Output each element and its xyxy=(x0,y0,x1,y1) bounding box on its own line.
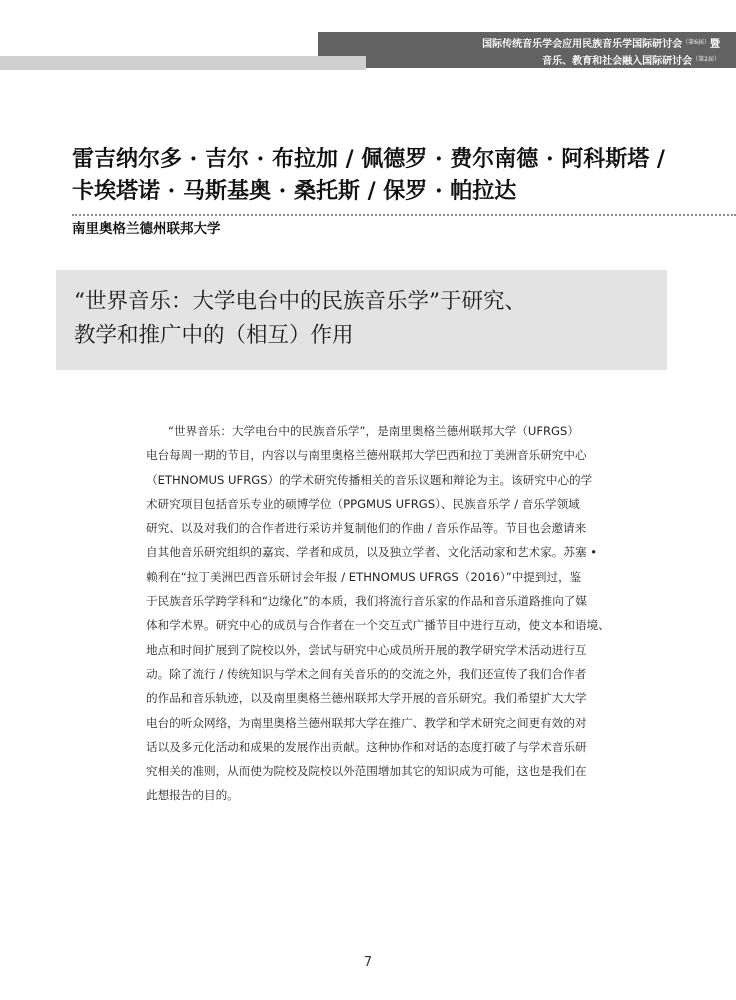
body-line: 自其他音乐研究组织的嘉宾、学者和成员，以及独立学者、文化活动家和艺术家。苏塞 • xyxy=(146,545,598,560)
title-line: 教学和推广中的（相互）作用 xyxy=(74,323,354,348)
body-line: 于民族音乐学跨学科和“边缘化”的本质，我们将流行音乐家的作品和音乐道路推向了媒 xyxy=(146,594,587,609)
body-line: 电台的听众网络，为南里奥格兰德州联邦大学在推广、教学和学术研究之间更有效的对 xyxy=(146,715,587,730)
body-line: 话以及多元化活动和成果的发展作出贡献。这种协作和对话的态度打破了与学术音乐研 xyxy=(146,739,587,754)
author-names xyxy=(72,143,712,207)
body-line: 电台每周一期的节目，内容以与南里奥格兰德州联邦大学巴西和拉丁美洲音乐研究中心 xyxy=(146,448,587,463)
conference-header-line-1: 国际传统音乐学会应用民族音乐学国际研讨会$^{(第6届)}$暨 xyxy=(482,39,720,50)
edition-note-2: （第2届） xyxy=(692,56,720,63)
body-line: 术研究项目包括音乐专业的硕博学位（PPGMUS UFRGS）、民族音乐学 / 音乐学领域 xyxy=(146,496,580,511)
body-line: “世界音乐：大学电台中的民族音乐学”，是南里奥格兰德州联邦大学（UFRGS） xyxy=(168,424,579,438)
conference-header-line-2: 音乐、教育和社会融入国际研讨会$^{(第2届)}$ xyxy=(542,56,720,67)
body-line: （ETHNOMUS UFRGS）的学术研究传播相关的音乐议题和辩论为主。该研究中心的学 xyxy=(146,472,593,487)
body-line: 此想报告的目的。 xyxy=(146,788,239,803)
body-line: 动。除了流行 / 传统知识与学术之间有关音乐的的交流之外，我们还宣传了我们合作者 xyxy=(146,666,587,681)
body-line: 体和学术界。研究中心的成员与合作者在一个交互式广播节目中进行互动，使文本和语境、 xyxy=(146,618,610,633)
body-line: 研究、以及对我们的合作者进行采访并复制他们的作曲 / 音乐作品等。节目也会邀请来 xyxy=(146,521,587,536)
author-line: 卡埃塔诺 · 马斯基奥 · 桑托斯 / 保罗 · 帕拉达 xyxy=(72,178,517,204)
body-line: 地点和时间扩展到了院校以外，尝试与研究中心成员所开展的教学研究学术活动进行互 xyxy=(146,642,587,657)
page-number: 7 xyxy=(363,955,373,970)
paper-title xyxy=(74,285,664,353)
dotted-divider xyxy=(72,214,736,216)
abstract-body xyxy=(146,419,636,808)
conference-header xyxy=(482,35,720,69)
header-band-light xyxy=(0,56,366,70)
affiliation: 南里奥格兰德州联邦大学 xyxy=(72,221,221,237)
edition-note-1: （第6届） xyxy=(682,39,710,46)
author-line: 雷吉纳尔多 · 吉尔 · 布拉加 / 佩德罗 · 费尔南德 · 阿科斯塔 / xyxy=(72,146,665,172)
body-line: 究相关的准则，从而使为院校及院校以外范围增加其它的知识成为可能，这也是我们在 xyxy=(146,764,587,779)
body-line: 的作品和音乐轨迹，以及南里奥格兰德州联邦大学开展的音乐研究。我们希望扩大大学 xyxy=(146,691,587,706)
title-line: “世界音乐：大学电台中的民族音乐学”于研究、 xyxy=(74,289,526,314)
body-line: 赖利在“拉丁美洲巴西音乐研讨会年报 / ETHNOMUS UFRGS（2016）”中提到过，鉴 xyxy=(146,569,582,584)
